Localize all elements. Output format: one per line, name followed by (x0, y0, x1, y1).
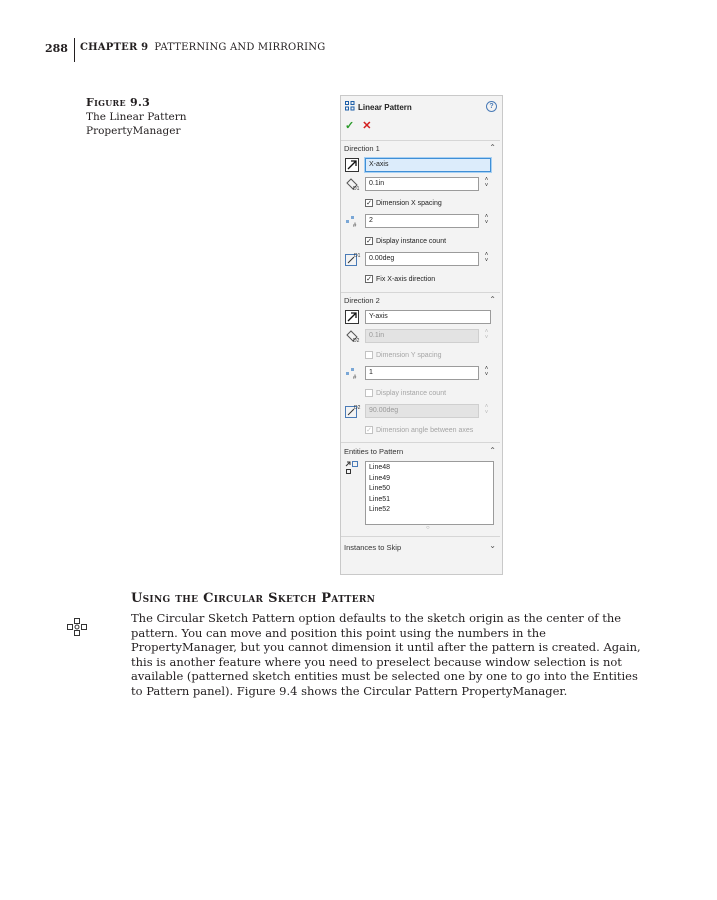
circular-pattern-icon (66, 617, 88, 637)
instances-to-skip-header[interactable]: Instances to Skip (344, 543, 402, 552)
list-item[interactable]: Line50 (369, 485, 391, 492)
checkbox-label: Dimension angle between axes (376, 426, 474, 434)
instances-icon (344, 214, 360, 228)
checkbox-empty-icon (365, 389, 373, 397)
spacing-icon (344, 329, 360, 343)
panel-title-bar (345, 101, 412, 113)
direction2-angle-field: 90.00deg (365, 404, 479, 418)
checkbox-checked-icon: ✓ (366, 237, 372, 245)
list-item[interactable]: Line48 (369, 464, 391, 471)
dimension-y-spacing-checkbox (365, 350, 442, 360)
spin-arrows-icon[interactable]: ˄ ˅ (484, 177, 489, 189)
spin-arrows-icon: ˄ ˅ (484, 404, 489, 416)
direction1-spacing-field[interactable]: 0.1in (365, 177, 479, 191)
figure-caption: The Linear Pattern PropertyManager (86, 111, 187, 137)
direction1-angle-field[interactable]: 0.00deg (365, 252, 479, 266)
direction1-axis-field[interactable]: X-axis (365, 158, 491, 172)
list-item[interactable]: Line52 (369, 506, 391, 513)
direction2-instances-field[interactable]: 1 (365, 366, 479, 380)
linear-pattern-property-manager (340, 95, 503, 575)
spin-arrows-icon: ˄ ˅ (484, 329, 489, 341)
spacing-icon (344, 177, 360, 191)
checkbox-checked-icon: ✓ (366, 275, 372, 283)
chevron-up-icon[interactable]: ⌃ (489, 446, 496, 455)
checkbox-label: Display instance count (376, 237, 447, 245)
direction-arrow-icon[interactable] (344, 310, 360, 324)
instances-icon (344, 366, 360, 380)
svg-text:D2: D2 (354, 405, 361, 411)
header-divider (74, 38, 75, 62)
spin-arrows-icon[interactable]: ˄ ˅ (484, 366, 489, 378)
linear-pattern-icon (345, 101, 355, 113)
dimension-x-spacing-checkbox[interactable] (365, 198, 442, 208)
ok-cancel-bar (345, 119, 371, 132)
spin-arrows-icon[interactable]: ˄ ˅ (484, 252, 489, 264)
help-icon[interactable]: ? (486, 101, 497, 112)
checkbox-label: Fix X-axis direction (376, 275, 436, 283)
chapter-title: PATTERNING AND MIRRORING (154, 42, 326, 53)
divider (341, 292, 500, 293)
list-item[interactable]: Line51 (369, 495, 391, 503)
svg-text:D1: D1 (353, 186, 360, 192)
svg-text:D2: D2 (353, 338, 360, 344)
page-number: 288 (45, 42, 68, 55)
checkbox-label: Dimension Y spacing (376, 351, 442, 359)
angle-icon (344, 404, 360, 418)
running-head (80, 42, 325, 53)
panel-title: Linear Pattern (358, 102, 412, 112)
chevron-down-icon[interactable]: ⌄ (489, 541, 496, 550)
entities-header[interactable]: Entities to Pattern (344, 447, 404, 456)
display-instance-count-2-checkbox (365, 388, 446, 398)
divider (341, 442, 500, 443)
figure-label: Figure 9.3 (86, 96, 151, 109)
checkbox-checked-icon: ✓ (366, 199, 372, 207)
chevron-up-icon[interactable]: ⌃ (489, 295, 496, 304)
spin-arrows-icon[interactable]: ˄ ˅ (484, 214, 489, 226)
ok-button[interactable]: ✓ (345, 120, 355, 132)
chevron-up-icon[interactable]: ⌃ (489, 143, 496, 152)
direction1-header[interactable]: Direction 1 (344, 144, 380, 153)
angle-icon (344, 252, 360, 266)
direction2-axis-field[interactable]: Y-axis (365, 310, 491, 324)
fix-x-axis-direction-checkbox[interactable] (365, 274, 435, 284)
direction-arrow-icon[interactable] (344, 158, 360, 172)
direction1-instances-field[interactable]: 2 (365, 214, 479, 228)
svg-text:D1: D1 (354, 253, 361, 259)
checkbox-empty-icon (365, 351, 373, 359)
display-instance-count-checkbox[interactable] (365, 236, 446, 246)
checkbox-label: Display instance count (376, 389, 447, 397)
body-paragraph: The Circular Sketch Pattern option defaults to the sketch origin as the center of the pattern. You can move and position this point using the numbers in the PropertyManager, but you cannot dimension it until after the pattern is created. Again, this is another feature where you need to preselect because window selection is not available (patterned sketch entities must be selected one by one to go into the Entities to Pattern panel). Figure 9.4 shows the Circular Pattern PropertyManager. (131, 611, 641, 698)
direction2-spacing-field: 0.1in (365, 329, 479, 343)
checkbox-checked-icon: ✓ (366, 426, 372, 434)
resize-grip-icon[interactable]: ○ (426, 525, 430, 531)
direction2-header[interactable]: Direction 2 (344, 296, 380, 305)
dimension-angle-checkbox (365, 425, 473, 435)
svg-text:#: # (353, 375, 357, 381)
chapter-label: CHAPTER 9 (80, 42, 149, 53)
cancel-button[interactable]: ✕ (362, 120, 372, 132)
divider (341, 140, 500, 141)
entities-list[interactable] (365, 461, 494, 525)
svg-text:#: # (353, 223, 357, 229)
entities-select-icon (344, 461, 360, 475)
divider (341, 536, 500, 537)
checkbox-label: Dimension X spacing (376, 199, 442, 207)
section-heading: Using the Circular Sketch Pattern (131, 591, 376, 606)
list-item[interactable]: Line49 (369, 474, 391, 482)
